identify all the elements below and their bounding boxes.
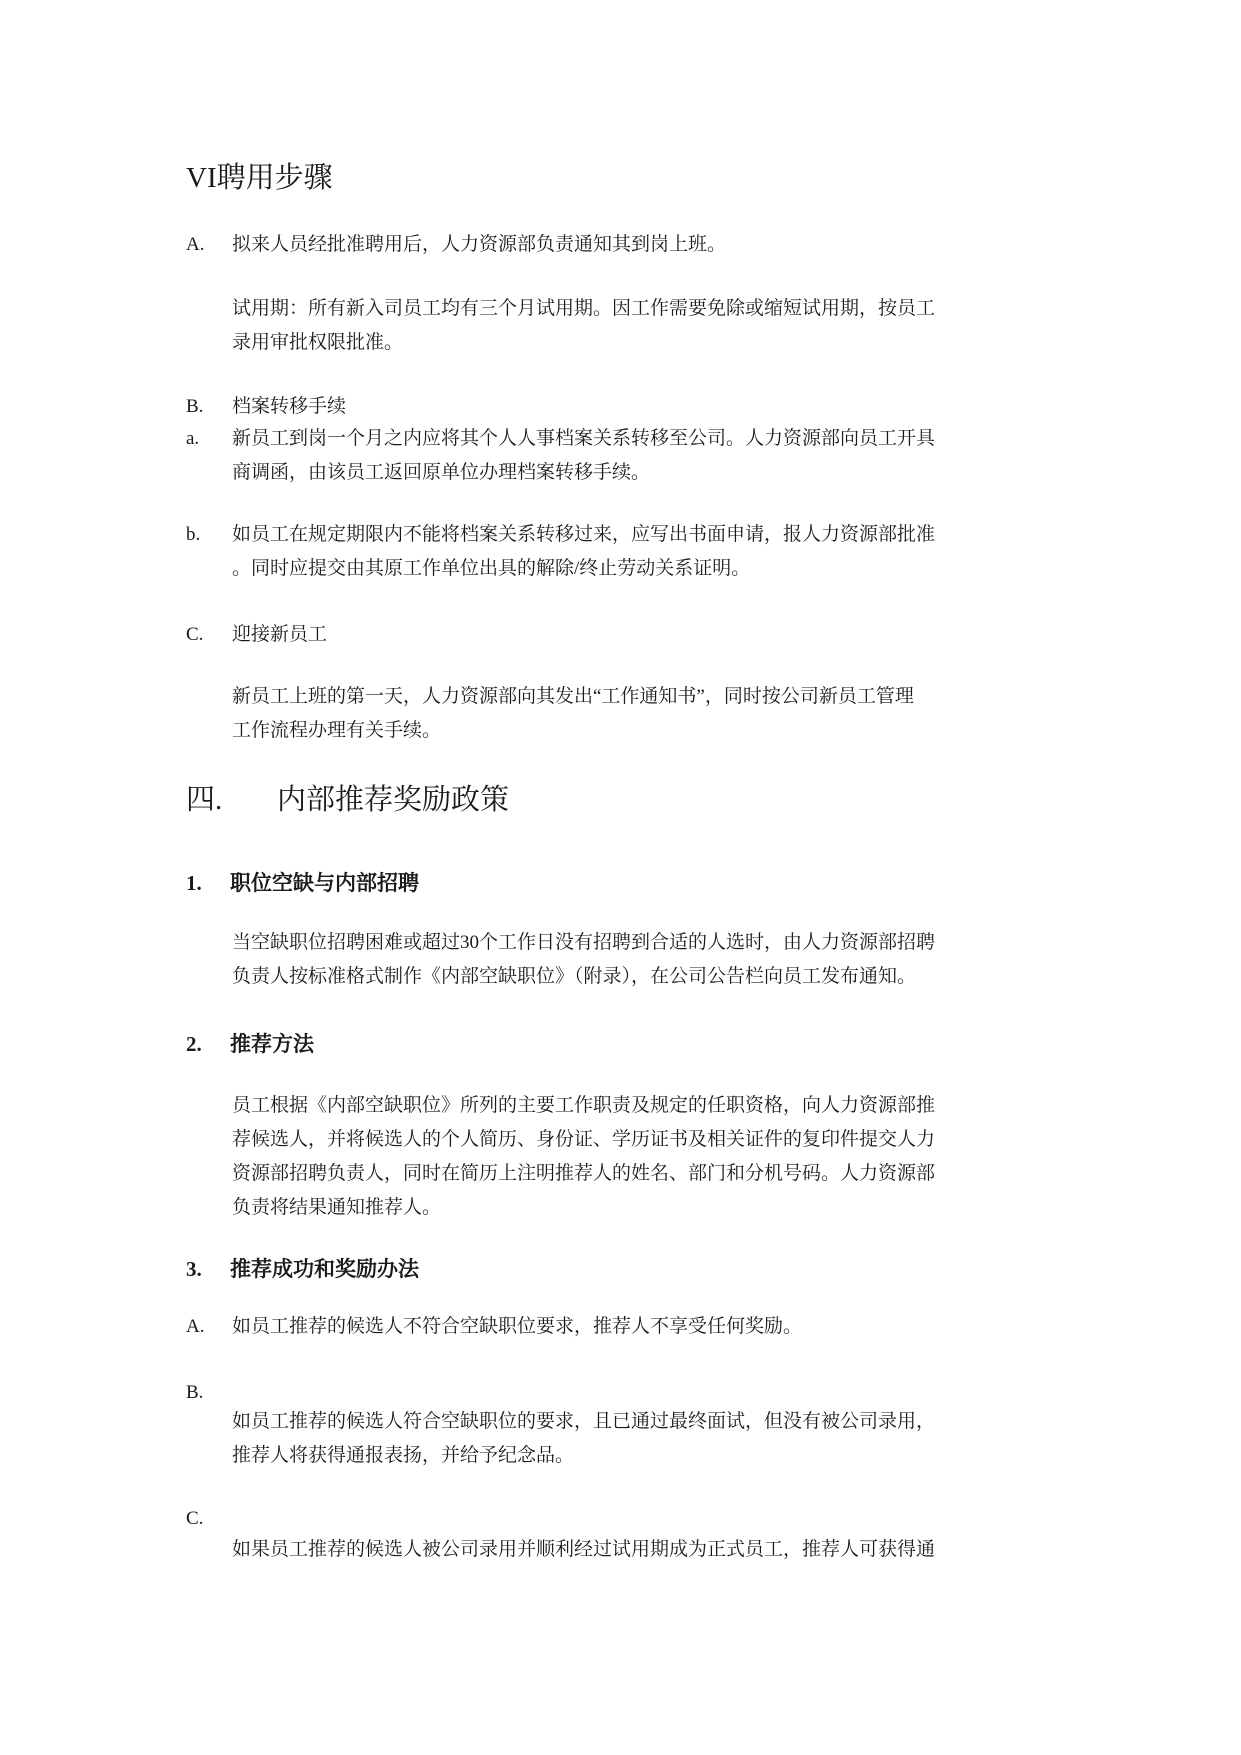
item-title: 推荐方法: [230, 1032, 314, 1056]
chapter-heading: [186, 782, 509, 818]
item-number: 1.: [186, 871, 202, 895]
step-c-paragraph: [232, 680, 914, 748]
paragraph-line: 。同时应提交由其原工作单位出具的解除/终止劳动关系证明。: [232, 558, 751, 579]
section-title: VI聘用步骤: [186, 162, 333, 194]
paragraph-line: 负责人按标准格式制作《内部空缺职位》（附录），在公司公告栏向员工发布通知。: [232, 966, 917, 987]
reward-b-paragraph: [232, 1405, 935, 1473]
reward-b-marker: B.: [186, 1382, 204, 1403]
step-c-marker: C.: [186, 624, 204, 645]
step-b-marker: B.: [186, 396, 204, 417]
paragraph-line: 试用期：所有新入司员工均有三个月试用期。因工作需要免除或缩短试用期，按员工: [232, 298, 936, 319]
item-title: 职位空缺与内部招聘: [230, 871, 419, 895]
step-a-marker: A.: [186, 234, 205, 255]
reward-c-marker: C.: [186, 1508, 204, 1529]
chapter-title: 内部推荐奖励政策: [277, 784, 510, 816]
substep-b-paragraph: [232, 518, 935, 586]
paragraph-line: 如员工推荐的候选人符合空缺职位的要求，且已通过最终面试，但没有被公司录用，: [232, 1411, 936, 1432]
paragraph-line: 当空缺职位招聘困难或超过30个工作日没有招聘到合适的人选时，由人力资源部招聘: [232, 932, 936, 953]
item-number: 3.: [186, 1257, 202, 1281]
item-title: 推荐成功和奖励办法: [230, 1257, 419, 1281]
paragraph-line: 推荐人将获得通报表扬，并给予纪念品。: [232, 1445, 575, 1466]
item-2-heading: [186, 1029, 314, 1059]
paragraph-line: 如员工在规定期限内不能将档案关系转移过来，应写出书面申请，报人力资源部批准: [232, 524, 936, 545]
step-c-text: 迎接新员工: [232, 624, 328, 645]
item-1-paragraph: [232, 926, 935, 994]
paragraph-line: 负责将结果通知推荐人。: [232, 1197, 442, 1218]
reward-a-marker: A.: [186, 1316, 205, 1337]
probation-paragraph: [232, 292, 935, 360]
step-b-text: 档案转移手续: [232, 396, 347, 417]
item-2-paragraph: [232, 1089, 935, 1225]
chapter-number: 四.: [186, 784, 223, 816]
paragraph-line: 新员工上班的第一天，人力资源部向其发出“工作通知书”，同时按公司新员工管理: [232, 686, 914, 707]
reward-c-text: 如果员工推荐的候选人被公司录用并顺利经过试用期成为正式员工，推荐人可获得通: [232, 1539, 936, 1560]
paragraph-line: 商调函，由该员工返回原单位办理档案转移手续。: [232, 462, 651, 483]
item-3-heading: [186, 1254, 419, 1284]
paragraph-line: 工作流程办理有关手续。: [232, 720, 442, 741]
paragraph-line: 录用审批权限批准。: [232, 332, 404, 353]
item-number: 2.: [186, 1032, 202, 1056]
paragraph-line: 资源部招聘负责人，同时在简历上注明推荐人的姓名、部门和分机号码。人力资源部: [232, 1163, 936, 1184]
substep-b-marker: b.: [186, 524, 201, 545]
step-a-text: 拟来人员经批准聘用后，人力资源部负责通知其到岗上班。: [232, 234, 727, 255]
paragraph-line: 新员工到岗一个月之内应将其个人人事档案关系转移至公司。人力资源部向员工开具: [232, 428, 936, 449]
item-1-heading: [186, 868, 419, 898]
paragraph-line: 荐候选人，并将候选人的个人简历、身份证、学历证书及相关证件的复印件提交人力: [232, 1129, 936, 1150]
reward-a-text: 如员工推荐的候选人不符合空缺职位要求，推荐人不享受任何奖励。: [232, 1316, 803, 1337]
substep-a-marker: a.: [186, 428, 200, 449]
paragraph-line: 员工根据《内部空缺职位》所列的主要工作职责及规定的任职资格，向人力资源部推: [232, 1095, 936, 1116]
substep-a-paragraph: [232, 422, 935, 490]
